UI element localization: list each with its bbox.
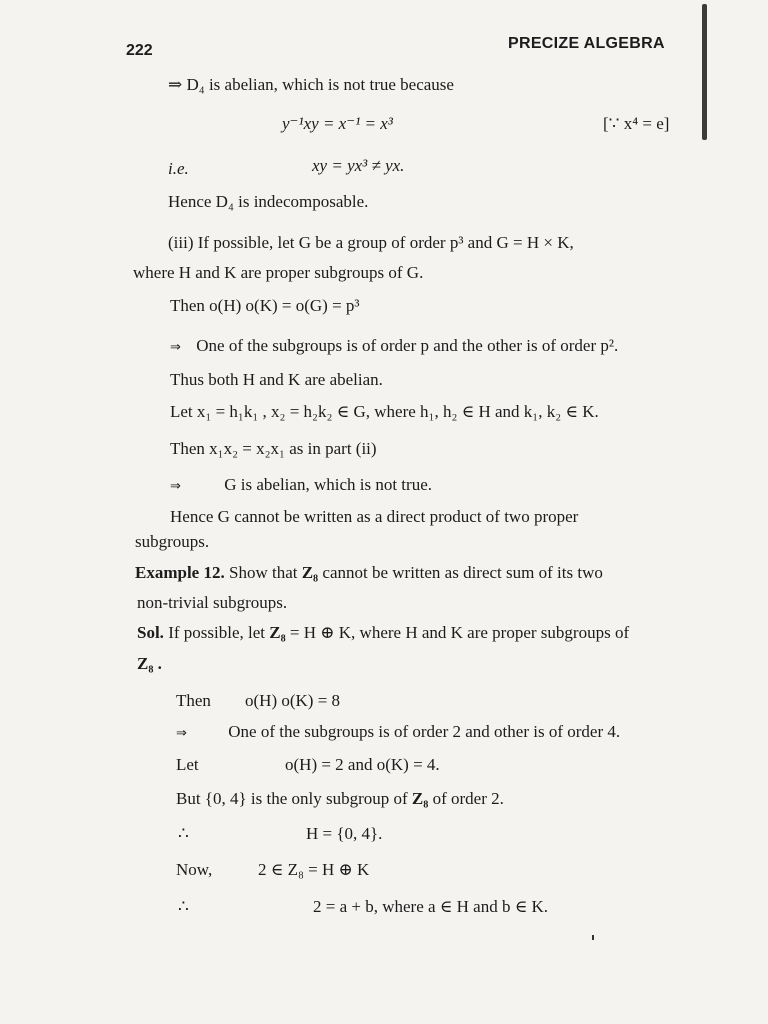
- line-g-abelian: ⇒ G is abelian, which is not true.: [170, 474, 432, 498]
- therefore-icon: ∴: [178, 897, 189, 916]
- page-number: 222: [126, 42, 153, 59]
- line-order-product: Then o(H) o(K) = o(G) = p³: [170, 296, 360, 315]
- line-both-abelian: Thus both H and K are abelian.: [170, 370, 383, 389]
- line-non-trivial: non-trivial subgroups.: [137, 593, 288, 612]
- label-now: Now,: [176, 860, 213, 879]
- implies-arrow-icon: ⇒: [176, 726, 187, 741]
- line-indecomposable: Hence D₄ is indecomposable.: [168, 192, 369, 211]
- line-only-subgroup: But {0, 4} is the only subgroup of Z₈ of order 2.: [176, 789, 504, 808]
- page-edge-shadow: [702, 4, 707, 140]
- label-then: Then: [176, 691, 211, 710]
- equation-conjugate: y⁻¹xy = x⁻¹ = x³: [282, 114, 393, 133]
- equation-order-8: o(H) o(K) = 8: [245, 691, 341, 710]
- equation-note: [∵ x⁴ = e]: [603, 114, 670, 133]
- equation-2-a-b: 2 = a + b, where a ∈ H and b ∈ K.: [313, 897, 549, 916]
- equation-oh-ok: o(H) = 2 and o(K) = 4.: [285, 755, 440, 774]
- line-order-2-4: ⇒ One of the subgroups is of order 2 and other is of order 4.: [176, 721, 620, 745]
- label-ie: i.e.: [168, 159, 189, 178]
- implies-arrow-icon: ⇒: [170, 340, 181, 355]
- implies-arrow-icon: ⇒: [170, 479, 181, 494]
- line-part-iii: (iii) If possible, let G be a group of order p³ and G = H × K,: [168, 233, 574, 252]
- line-conclusion: Hence G cannot be written as a direct product of two proper: [170, 507, 579, 526]
- equation-xy: xy = yx³ ≠ yx.: [312, 156, 405, 175]
- equation-2-in-z8: 2 ∈ Z₈ = H ⊕ K: [258, 860, 370, 879]
- line-d4-abelian: ⇒ D₄ is abelian, which is not true because: [168, 75, 454, 94]
- label-let: Let: [176, 755, 199, 774]
- line-proper-subgroups: where H and K are proper subgroups of G.: [133, 263, 424, 282]
- equation-h: H = {0, 4}.: [306, 824, 383, 843]
- example-12-heading: Example 12. Show that Z₈ cannot be written as direct sum of its two: [135, 563, 603, 582]
- therefore-icon: ∴: [178, 824, 189, 843]
- ink-mark: [592, 935, 594, 940]
- running-title: PRECIZE ALGEBRA: [508, 35, 665, 52]
- solution-heading: Sol. If possible, let Z₈ = H ⊕ K, where H and K are proper subgroups of: [137, 623, 630, 642]
- line-z8: Z₈ .: [137, 654, 162, 673]
- line-subgroup-orders: ⇒ One of the subgroups is of order p and the other is of order p².: [170, 335, 618, 359]
- line-subgroups: subgroups.: [135, 532, 210, 551]
- line-then-commute: Then x₁x₂ = x₂x₁ as in part (ii): [170, 439, 377, 458]
- line-let-x: Let x₁ = h₁k₁ , x₂ = h₂k₂ ∈ G, where h₁, h₂ ∈ H and k₁, k₂ ∈ K.: [170, 402, 599, 421]
